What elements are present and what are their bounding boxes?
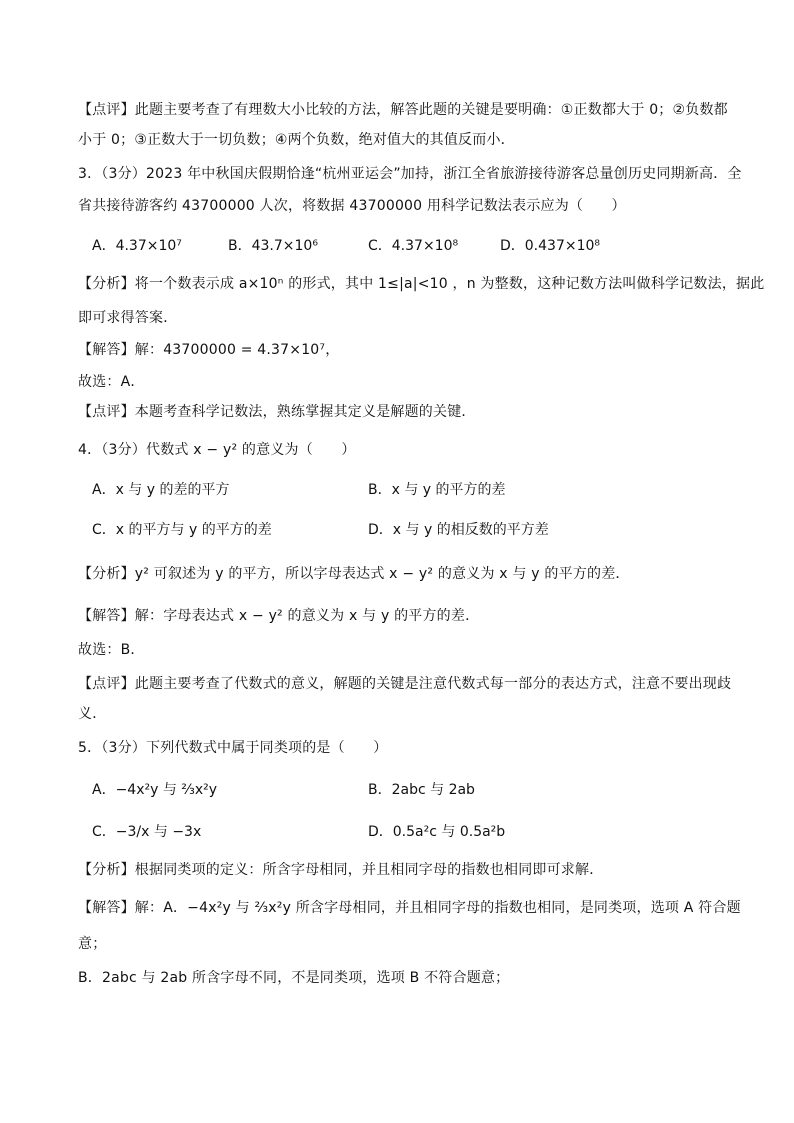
q4-option-a: A．x 与 y 的差的平方 xyxy=(92,482,230,498)
q3-analysis-line-1: 【分析】将一个数表示成 a×10ⁿ 的形式，其中 1≤|a|<10 ，n 为整数，这种记数方法叫做科学记数法，据此 xyxy=(78,276,765,292)
q3-option-b: B．43.7×10⁶ xyxy=(228,238,318,254)
q4-review-line-1: 【点评】此题主要考查了代数式的意义，解题的关键是注意代数式每一部分的表达方式，注意不要出现歧 xyxy=(78,676,732,692)
q5-answer-line-3: B．2abc 与 2ab 所含字母不同，不是同类项，选项 B 不符合题意； xyxy=(78,970,510,986)
q3-review: 【点评】本题考查科学记数法，熟练掌握其定义是解题的关键． xyxy=(78,404,476,420)
q3-choice: 故选：A． xyxy=(78,374,145,390)
q2-review-line-1: 【点评】此题主要考查了有理数大小比较的方法，解答此题的关键是要明确：①正数都大于 0；②负数都 xyxy=(78,102,728,118)
q3-analysis-line-2: 即可求得答案． xyxy=(78,310,178,326)
q4-review-line-2: 义． xyxy=(78,706,107,722)
q3-stem-line-2: 省共接待游客约 43700000 人次，将数据 43700000 用科学记数法表示应为（ ） xyxy=(78,198,626,214)
q3-option-a: A．4.37×10⁷ xyxy=(92,238,182,254)
q3-option-d: D．0.437×10⁸ xyxy=(500,238,601,254)
q5-option-d: D．0.5a²c 与 0.5a²b xyxy=(368,824,506,840)
q4-option-d: D．x 与 y 的相反数的平方差 xyxy=(368,522,549,538)
q2-review-line-2: 小于 0；③正数大于一切负数；④两个负数，绝对值大的其值反而小． xyxy=(78,132,515,148)
q3-answer: 【解答】解：43700000 = 4.37×10⁷， xyxy=(78,342,340,358)
q4-option-c: C．x 的平方与 y 的平方的差 xyxy=(92,522,272,538)
q4-stem: 4．（3分）代数式 x − y² 的意义为（ ） xyxy=(78,442,356,458)
q4-option-b: B．x 与 y 的平方的差 xyxy=(368,482,506,498)
q5-option-c: C．−3/x 与 −3x xyxy=(92,824,202,840)
q5-stem: 5．（3分）下列代数式中属于同类项的是（ ） xyxy=(78,740,388,756)
q5-option-b: B．2abc 与 2ab xyxy=(368,782,475,798)
q4-analysis: 【分析】y² 可叙述为 y 的平方，所以字母表达式 x − y² 的意义为 x 与 y 的平方的差． xyxy=(78,566,630,582)
q3-option-c: C．4.37×10⁸ xyxy=(368,238,459,254)
q5-analysis: 【分析】根据同类项的定义：所含字母相同，并且相同字母的指数也相同即可求解． xyxy=(78,862,604,878)
q4-answer: 【解答】解：字母表达式 x − y² 的意义为 x 与 y 的平方的差． xyxy=(78,608,480,624)
q5-option-a: A．−4x²y 与 ⅔x²y xyxy=(92,782,218,798)
q5-answer-line-2: 意； xyxy=(78,936,107,952)
q4-choice: 故选：B． xyxy=(78,642,145,658)
q5-answer-line-1: 【解答】解：A．−4x²y 与 ⅔x²y 所含字母相同，并且相同字母的指数也相同，是同类项，选项 A 符合题 xyxy=(78,900,741,916)
q3-stem-line-1: 3．（3分）2023 年中秋国庆假期恰逢“杭州亚运会”加持，浙江全省旅游接待游客总量创历史同期新高．全 xyxy=(78,166,742,182)
